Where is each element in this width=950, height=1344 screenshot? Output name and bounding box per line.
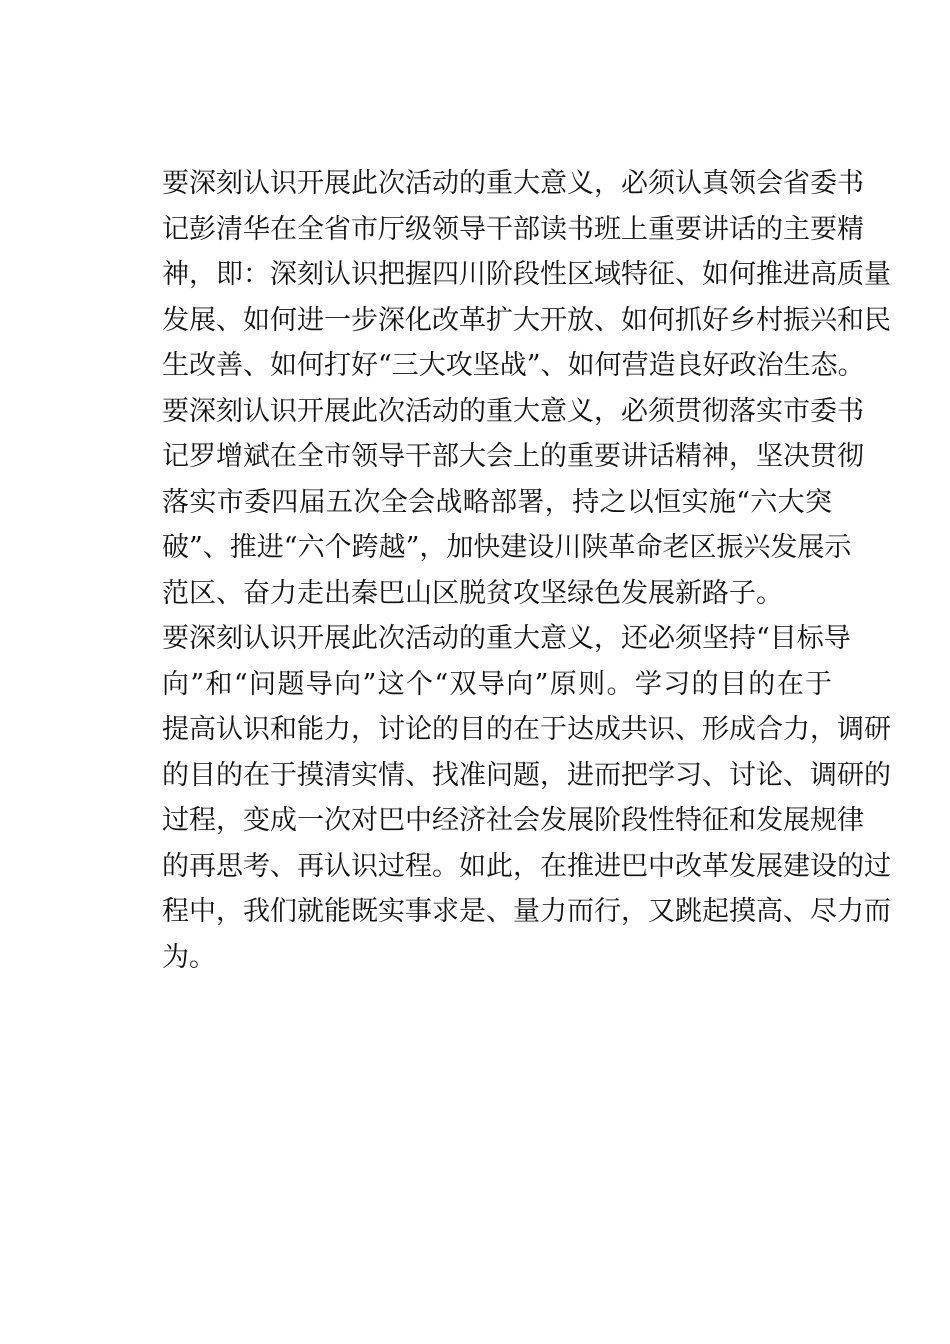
text-line: 提高认识和能力，讨论的目的在于达成共识、形成合力，调研 [162,714,891,745]
text-line: 生改善、如何打好“三大攻坚战”、如何营造良好政治生态。 [162,350,865,381]
text-line: 记彭清华在全省市厅级领导干部读书班上重要讲话的主要精 [162,213,864,245]
text-line: 向”和“问题导向”这个“双导向”原则。学习的目的在于 [162,668,832,700]
text-line: 要深刻认识开展此次活动的重大意义，必须认真领会省委书 [162,168,864,199]
text-line: 过程，变成一次对巴中经济社会发展阶段性特征和发展规律 [162,805,864,836]
text-line: 范区、奋力走出秦巴山区脱贫攻坚绿色发展新路子。 [162,577,783,609]
text-line: 程中，我们就能既实事求是、量力而行，又跳起摸高、尽力而 [162,896,891,927]
text-line: 记罗增斌在全市领导干部大会上的重要讲话精神，坚决贯彻 [162,441,864,472]
text-line: 的再思考、再认识过程。如此，在推进巴中改革发展建设的过 [162,850,891,882]
text-line: 神，即：深刻认识把握四川阶段性区域特征、如何推进高质量 [162,259,891,290]
document-body [162,161,891,980]
text-line: 发展、如何进一步深化改革扩大开放、如何抓好乡村振兴和民 [162,304,891,336]
text-line: 要深刻认识开展此次活动的重大意义，必须贯彻落实市委书 [162,395,864,427]
paragraph-dual-orientation [162,616,891,980]
text-line: 落实市委四届五次全会战略部署，持之以恒实施“六大突 [162,486,832,518]
paragraph-municipal-speech [162,389,864,617]
text-line: 破”、推进“六个跨越”，加快建设川陕革命老区振兴发展示 [162,532,852,563]
text-line: 要深刻认识开展此次活动的重大意义，还必须坚持“目标导 [162,623,851,654]
text-line: 的目的在于摸清实情、找准问题，进而把学习、讨论、调研的 [162,759,891,791]
paragraph-provincial-speech [162,161,891,389]
text-line: 为。 [162,941,216,973]
